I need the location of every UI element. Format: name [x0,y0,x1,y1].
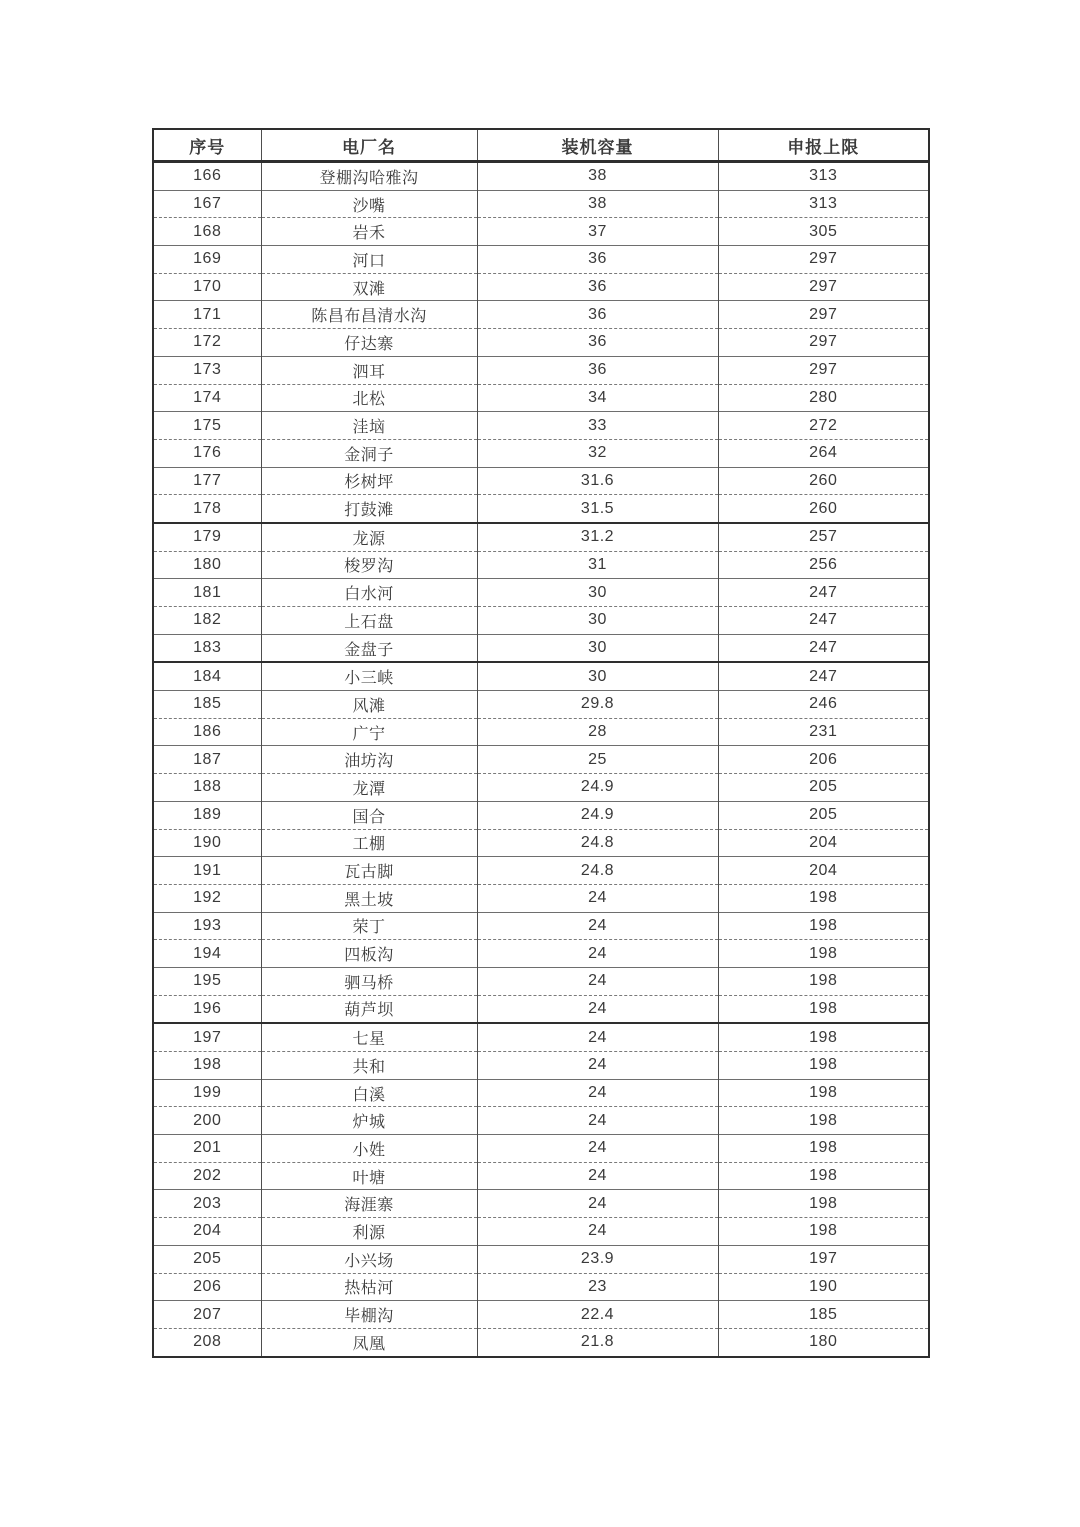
cell-index: 169 [153,246,261,274]
cell-installed-capacity: 33 [477,412,718,440]
cell-bid-upper-limit: 205 [718,801,929,829]
cell-index: 180 [153,551,261,579]
cell-bid-upper-limit: 257 [718,523,929,551]
cell-index: 179 [153,523,261,551]
cell-bid-upper-limit: 206 [718,746,929,774]
cell-bid-upper-limit: 198 [718,884,929,912]
cell-bid-upper-limit: 198 [718,1079,929,1107]
table-row [153,1190,929,1218]
cell-installed-capacity: 38 [477,162,718,191]
cell-plant-name: 杉树坪 [261,467,477,495]
table-header [153,129,929,162]
column-header-bid-upper-limit: 申报上限 [718,129,929,162]
cell-installed-capacity: 24 [477,1162,718,1190]
cell-installed-capacity: 31.5 [477,495,718,523]
cell-installed-capacity: 30 [477,634,718,662]
cell-installed-capacity: 38 [477,190,718,218]
cell-bid-upper-limit: 198 [718,1190,929,1218]
column-header-index: 序号 [153,129,261,162]
cell-installed-capacity: 23 [477,1273,718,1301]
cell-plant-name: 白水河 [261,579,477,607]
cell-index: 190 [153,829,261,857]
cell-index: 196 [153,995,261,1023]
cell-plant-name: 国合 [261,801,477,829]
table-row [153,912,929,940]
cell-bid-upper-limit: 185 [718,1301,929,1329]
cell-installed-capacity: 31.6 [477,467,718,495]
cell-plant-name: 沙嘴 [261,190,477,218]
cell-index: 186 [153,718,261,746]
table-row [153,1245,929,1273]
cell-plant-name: 七星 [261,1023,477,1051]
cell-installed-capacity: 23.9 [477,1245,718,1273]
cell-installed-capacity: 24.8 [477,829,718,857]
table-row [153,162,929,191]
cell-plant-name: 登棚沟哈雅沟 [261,162,477,191]
cell-installed-capacity: 24 [477,1107,718,1135]
cell-bid-upper-limit: 260 [718,467,929,495]
cell-installed-capacity: 24 [477,1190,718,1218]
cell-plant-name: 打鼓滩 [261,495,477,523]
cell-plant-name: 炉城 [261,1107,477,1135]
table-row [153,995,929,1023]
cell-index: 176 [153,439,261,467]
column-header-installed-capacity: 装机容量 [477,129,718,162]
cell-index: 207 [153,1301,261,1329]
cell-installed-capacity: 24.9 [477,801,718,829]
cell-plant-name: 仔达寨 [261,329,477,357]
cell-plant-name: 黑土坡 [261,884,477,912]
cell-bid-upper-limit: 305 [718,218,929,246]
cell-bid-upper-limit: 205 [718,774,929,802]
cell-bid-upper-limit: 198 [718,1023,929,1051]
cell-index: 168 [153,218,261,246]
table-row [153,691,929,719]
cell-index: 202 [153,1162,261,1190]
cell-index: 181 [153,579,261,607]
cell-plant-name: 金盘子 [261,634,477,662]
table-row [153,1301,929,1329]
cell-installed-capacity: 36 [477,301,718,329]
cell-plant-name: 荣丁 [261,912,477,940]
header-row [153,129,929,162]
cell-installed-capacity: 24 [477,912,718,940]
cell-index: 182 [153,607,261,635]
cell-index: 200 [153,1107,261,1135]
cell-bid-upper-limit: 313 [718,162,929,191]
table-row [153,1107,929,1135]
cell-bid-upper-limit: 247 [718,634,929,662]
cell-plant-name: 四板沟 [261,940,477,968]
cell-index: 206 [153,1273,261,1301]
cell-installed-capacity: 31 [477,551,718,579]
cell-plant-name: 毕棚沟 [261,1301,477,1329]
cell-bid-upper-limit: 198 [718,995,929,1023]
cell-index: 198 [153,1052,261,1080]
cell-installed-capacity: 24.9 [477,774,718,802]
cell-installed-capacity: 24 [477,884,718,912]
cell-plant-name: 龙潭 [261,774,477,802]
cell-plant-name: 小兴场 [261,1245,477,1273]
cell-index: 175 [153,412,261,440]
cell-bid-upper-limit: 231 [718,718,929,746]
cell-index: 178 [153,495,261,523]
column-header-plant-name: 电厂名 [261,129,477,162]
cell-installed-capacity: 29.8 [477,691,718,719]
cell-bid-upper-limit: 198 [718,1135,929,1163]
cell-index: 170 [153,273,261,301]
cell-index: 167 [153,190,261,218]
cell-installed-capacity: 36 [477,329,718,357]
table-row [153,384,929,412]
table-row [153,246,929,274]
cell-bid-upper-limit: 297 [718,301,929,329]
cell-installed-capacity: 24 [477,1052,718,1080]
cell-index: 188 [153,774,261,802]
table-row [153,467,929,495]
cell-index: 205 [153,1245,261,1273]
table-row [153,579,929,607]
cell-plant-name: 凤凰 [261,1328,477,1356]
table-row [153,1162,929,1190]
cell-installed-capacity: 30 [477,662,718,690]
cell-plant-name: 油坊沟 [261,746,477,774]
cell-bid-upper-limit: 260 [718,495,929,523]
table-row [153,857,929,885]
cell-installed-capacity: 31.2 [477,523,718,551]
cell-bid-upper-limit: 198 [718,912,929,940]
cell-bid-upper-limit: 247 [718,662,929,690]
cell-plant-name: 广宁 [261,718,477,746]
cell-index: 197 [153,1023,261,1051]
cell-plant-name: 葫芦坝 [261,995,477,1023]
cell-bid-upper-limit: 297 [718,273,929,301]
cell-index: 204 [153,1218,261,1246]
cell-plant-name: 共和 [261,1052,477,1080]
table-row [153,273,929,301]
cell-bid-upper-limit: 256 [718,551,929,579]
cell-installed-capacity: 21.8 [477,1328,718,1356]
table-row [153,774,929,802]
cell-installed-capacity: 30 [477,579,718,607]
table-row [153,1052,929,1080]
cell-bid-upper-limit: 313 [718,190,929,218]
cell-bid-upper-limit: 198 [718,1107,929,1135]
cell-index: 201 [153,1135,261,1163]
cell-bid-upper-limit: 247 [718,579,929,607]
cell-bid-upper-limit: 198 [718,1162,929,1190]
table-row [153,829,929,857]
cell-index: 195 [153,967,261,995]
cell-plant-name: 小三峡 [261,662,477,690]
cell-bid-upper-limit: 297 [718,329,929,357]
cell-index: 192 [153,884,261,912]
cell-index: 189 [153,801,261,829]
cell-index: 173 [153,356,261,384]
cell-bid-upper-limit: 297 [718,246,929,274]
cell-index: 185 [153,691,261,719]
table-row [153,523,929,551]
cell-index: 193 [153,912,261,940]
cell-plant-name: 瓦古脚 [261,857,477,885]
table-row [153,1328,929,1356]
cell-installed-capacity: 37 [477,218,718,246]
cell-plant-name: 金洞子 [261,439,477,467]
cell-installed-capacity: 36 [477,356,718,384]
cell-bid-upper-limit: 198 [718,967,929,995]
cell-index: 194 [153,940,261,968]
table-row [153,412,929,440]
table-row [153,1023,929,1051]
cell-installed-capacity: 24 [477,1135,718,1163]
table-row [153,329,929,357]
table-row [153,634,929,662]
table-row [153,301,929,329]
cell-plant-name: 梭罗沟 [261,551,477,579]
cell-bid-upper-limit: 198 [718,940,929,968]
cell-plant-name: 风滩 [261,691,477,719]
cell-installed-capacity: 24 [477,1218,718,1246]
table-row [153,1218,929,1246]
cell-bid-upper-limit: 180 [718,1328,929,1356]
table-row [153,1273,929,1301]
cell-installed-capacity: 24 [477,1079,718,1107]
table-row [153,801,929,829]
cell-index: 174 [153,384,261,412]
cell-index: 166 [193,167,222,185]
cell-bid-upper-limit: 204 [718,857,929,885]
cell-bid-upper-limit: 198 [718,1218,929,1246]
cell-index: 171 [153,301,261,329]
table-row [153,356,929,384]
cell-bid-upper-limit: 297 [718,356,929,384]
cell-index: 187 [153,746,261,774]
cell-plant-name: 小姓 [261,1135,477,1163]
cell-bid-upper-limit: 264 [718,439,929,467]
cell-installed-capacity: 24 [477,967,718,995]
table-row [153,718,929,746]
table-row [153,190,929,218]
cell-index: 177 [153,467,261,495]
cell-plant-name: 泗耳 [261,356,477,384]
cell-index: 199 [153,1079,261,1107]
cell-plant-name: 利源 [261,1218,477,1246]
cell-bid-upper-limit: 198 [718,1052,929,1080]
table-row [153,218,929,246]
cell-bid-upper-limit: 272 [718,412,929,440]
cell-index: 208 [153,1328,261,1356]
cell-installed-capacity: 22.4 [477,1301,718,1329]
cell-plant-name: 河口 [261,246,477,274]
table-row [153,662,929,690]
cell-bid-upper-limit: 190 [718,1273,929,1301]
cell-index: 184 [153,662,261,690]
cell-index: 203 [153,1190,261,1218]
cell-installed-capacity: 36 [477,246,718,274]
cell-plant-name: 上石盘 [261,607,477,635]
cell-index: 172 [153,329,261,357]
cell-index: 191 [153,857,261,885]
table-row [153,495,929,523]
table-row [153,967,929,995]
cell-plant-name: 岩禾 [261,218,477,246]
cell-plant-name: 白溪 [261,1079,477,1107]
cell-bid-upper-limit: 247 [718,607,929,635]
table-row [153,551,929,579]
table-body [153,162,929,1357]
table-row [153,1135,929,1163]
cell-plant-name: 洼垴 [261,412,477,440]
cell-plant-name: 热枯河 [261,1273,477,1301]
table-row [153,607,929,635]
cell-plant-name: 叶塘 [261,1162,477,1190]
cell-installed-capacity: 24 [477,940,718,968]
cell-installed-capacity: 24 [477,995,718,1023]
cell-bid-upper-limit: 204 [718,829,929,857]
cell-plant-name: 双滩 [261,273,477,301]
table-row [153,884,929,912]
power-plant-table [152,128,930,1358]
cell-installed-capacity: 25 [477,746,718,774]
cell-bid-upper-limit: 246 [718,691,929,719]
cell-plant-name: 海涯寨 [261,1190,477,1218]
cell-installed-capacity: 34 [477,384,718,412]
cell-installed-capacity: 32 [477,439,718,467]
table-row [153,746,929,774]
table-row [153,940,929,968]
cell-installed-capacity: 28 [477,718,718,746]
cell-bid-upper-limit: 280 [718,384,929,412]
cell-installed-capacity: 24.8 [477,857,718,885]
cell-plant-name: 工棚 [261,829,477,857]
cell-plant-name: 北松 [261,384,477,412]
cell-plant-name: 龙源 [261,523,477,551]
cell-installed-capacity: 30 [477,607,718,635]
cell-installed-capacity: 36 [477,273,718,301]
cell-plant-name: 驷马桥 [261,967,477,995]
cell-installed-capacity: 24 [477,1023,718,1051]
cell-index: 183 [153,634,261,662]
table-row [153,1079,929,1107]
cell-bid-upper-limit: 197 [718,1245,929,1273]
cell-plant-name: 陈昌布昌清水沟 [261,301,477,329]
table-row [153,439,929,467]
